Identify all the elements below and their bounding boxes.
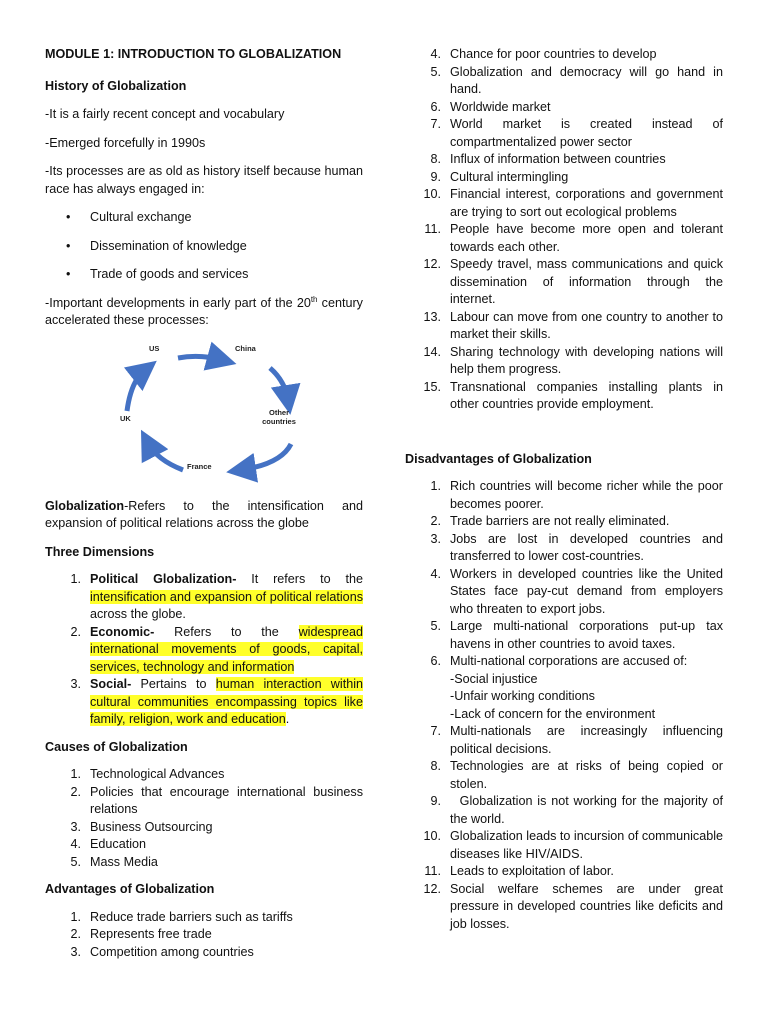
disadvantages-heading: Disadvantages of Globalization [405,451,592,466]
list-item-text: Globalization is not working for the majority of the world. [450,794,727,826]
list-item [405,566,723,619]
list-item-text: Labour can move from one country to another to market their skills. [450,309,723,341]
list-number: 1. [70,572,81,586]
list-number: 8. [430,759,441,773]
list-number: 3. [70,944,81,959]
list-item [45,238,363,256]
module-title: MODULE 1: INTRODUCTION TO GLOBALIZATION [45,47,342,61]
bullet-icon: • [66,210,71,224]
list-item-text: Policies that encourage international business relations [90,784,363,816]
list-item [405,531,723,566]
list-number: 7. [430,724,441,738]
list-number: 5. [430,64,441,79]
dimension-term: Political Globalization- [90,572,237,586]
list-number: 1. [70,909,81,924]
list-item [45,266,363,284]
list-number: 13. [423,309,441,324]
dimensions-heading: Three Dimensions [45,544,155,559]
list-item-text: Cultural exchange [90,210,192,224]
list-number: 3. [70,677,81,691]
right-column [405,46,727,933]
disadvantages-list [405,478,727,933]
list-item-text: Represents free trade [90,927,212,941]
causes-list [45,766,363,871]
developments-prefix: -Important developments in early part of the 20 [45,295,311,310]
list-item [405,116,723,151]
list-item-text: Influx of information between countries [450,152,666,166]
globalization-cycle-diagram [45,336,363,486]
causes-heading: Causes of Globalization [45,739,188,754]
dimension-text: across the globe. [90,607,186,621]
list-number: 5. [430,619,441,633]
highlighted-text: widespread international movements of goods, capital, services, technology and information [90,624,363,674]
definition-text: -Refers to the intensification and expansion of political relations across the globe [45,498,363,530]
list-item [45,926,363,944]
list-item-text: Reduce trade barriers such as tariffs [90,909,293,924]
node-uk: UK [120,413,131,423]
list-item [405,758,723,793]
history-point-3: -Its processes are as old as history itself because human race has always engaged in: [45,164,363,196]
list-item [45,209,363,227]
list-number: 15. [423,379,441,394]
list-item [405,793,727,828]
list-item-text: Worldwide market [450,99,551,114]
highlighted-text: intensification and expansion of political relations [90,589,363,604]
list-number: 2. [70,927,81,941]
list-item [405,186,723,221]
arrow-france-to-uk [148,443,183,470]
arrow-other-to-france [241,444,291,470]
advantages-list-part-2 [405,46,723,414]
list-item [405,46,723,64]
advantages-heading: Advantages of Globalization [45,882,215,896]
list-item [45,944,363,962]
node-france: France [187,461,212,471]
list-item-text: Technological Advances [90,767,225,781]
list-item [405,256,723,309]
list-number: 12. [423,881,441,896]
list-item [405,221,723,256]
list-number: 10. [423,829,441,843]
list-item [45,854,363,872]
list-number: 11. [424,864,441,878]
arrow-uk-to-us [127,370,145,411]
list-number: 11. [424,222,441,236]
dimension-term: Economic- [90,624,155,639]
arrow-china-to-other [270,368,288,400]
list-item [45,571,363,624]
list-item [405,309,723,344]
list-number: 1. [70,767,81,781]
list-item-text: Large multi-national corporations put-up tax havens in other countries to avoid taxes. [450,619,723,651]
list-item-text: Mass Media [90,854,158,869]
list-item-text: Multi-nationals are increasingly influencing political decisions. [450,724,723,756]
list-item [405,618,723,653]
accusation-item: -Social injustice [450,671,538,686]
list-item-text: Social welfare schemes are under great pressure in developed countries like deficits and job losses. [450,881,723,931]
developments-paragraph [45,295,363,330]
list-item [405,344,723,379]
list-number: 4. [70,837,81,851]
list-number: 2. [430,514,441,528]
list-number: 2. [70,624,81,639]
list-item-text: Dissemination of knowledge [90,238,247,253]
node-other-countries: Other countries [262,407,296,426]
list-number: 8. [430,152,441,166]
list-number: 3. [430,531,441,546]
list-item-text: World market is created instead of compartmentalized power sector [450,117,723,149]
engagement-bullet-list [45,209,363,284]
highlighted-text: human interaction within cultural communities encompassing topics like family, religion, work and education [90,677,364,726]
accusation-item: -Lack of concern for the environment [450,706,656,721]
list-number: 1. [430,479,441,493]
list-item [45,909,363,927]
list-item [405,828,723,863]
arrow-us-to-china [178,356,222,360]
list-item-text: Technologies are at risks of being copied or stolen. [450,759,723,791]
list-number: 4. [430,566,441,581]
list-item-text: People have become more open and tolerant towards each other. [450,222,723,254]
list-item [405,863,723,881]
dimension-text: . [285,712,290,726]
list-number: 9. [430,794,441,808]
globalization-definition [45,498,363,533]
list-item-text: Rich countries will become richer while the poor becomes poorer. [450,479,723,511]
list-item-text: Jobs are lost in developed countries and transferred to lower cost-countries. [450,531,723,563]
node-china: China [235,343,256,353]
list-number: 7. [430,117,441,131]
list-item-text: Financial interest, corporations and government are trying to sort out ecological problems [450,187,723,219]
list-item [45,836,363,854]
list-item-text: Trade of goods and services [90,267,249,281]
advantages-list-part-1 [45,909,363,962]
dimension-text: Pertains to [131,677,216,691]
list-number: 9. [430,169,441,184]
list-item-text: Competition among countries [90,944,254,959]
dimension-term: Social- [90,677,132,691]
list-item [45,676,363,729]
dimension-text: It refers to the [236,572,364,586]
developments-suffix: century accelerated these processes: [45,295,363,327]
list-number: 6. [430,99,441,114]
list-item-text: Globalization leads to incursion of communicable diseases like HIV/AIDS. [450,829,724,861]
list-item-text: Cultural intermingling [450,169,569,184]
list-item-text: Speedy travel, mass communications and quick dissemination of information through the internet. [450,257,723,306]
history-point-1: -It is a fairly recent concept and vocabulary [45,107,285,121]
list-number: 5. [70,854,81,869]
list-item [405,513,723,531]
list-number: 2. [70,784,81,799]
list-item-text: Trade barriers are not really eliminated. [450,514,670,528]
list-item [405,379,723,414]
list-item-text: Education [90,837,147,851]
list-item-text: Business Outsourcing [90,819,213,834]
list-item [405,881,723,934]
list-number: 3. [70,819,81,834]
developments-superscript: th [310,294,318,304]
list-item [405,723,723,758]
list-item [405,169,723,187]
history-heading: History of Globalization [45,78,187,93]
list-item [45,624,363,677]
list-number: 10. [423,187,441,201]
list-item-text: Multi-national corporations are accused of: [450,654,688,668]
list-number: 12. [423,257,441,271]
list-item-text: Transnational companies installing plants in other countries provide employment. [450,379,723,411]
left-column [45,46,363,961]
accusation-item: -Unfair working conditions [450,689,595,703]
list-item [405,653,723,723]
list-item [45,766,363,784]
list-item [405,64,723,99]
list-item [405,99,723,117]
dimensions-list [45,571,363,729]
list-item [45,784,363,819]
list-item [405,478,723,513]
bullet-icon: • [66,267,71,281]
list-item-text: Sharing technology with developing nations will help them progress. [450,344,723,376]
node-us: US [149,343,160,353]
list-item [45,819,363,837]
bullet-icon: • [66,238,71,253]
list-item-text: Chance for poor countries to develop [450,47,657,61]
list-item-text: Leads to exploitation of labor. [450,864,614,878]
definition-term: Globalization [45,498,125,513]
list-number: 4. [430,47,441,61]
list-item-text: Workers in developed countries like the United States face pay-cut demand from employers who threaten to export jobs. [450,566,723,616]
dimension-text: Refers to the [154,624,299,639]
list-number: 14. [423,344,441,359]
list-item-text: Globalization and democracy will go hand in hand. [450,64,723,96]
history-point-2: -Emerged forcefully in 1990s [45,135,206,150]
list-number: 6. [430,654,441,668]
list-item [405,151,723,169]
